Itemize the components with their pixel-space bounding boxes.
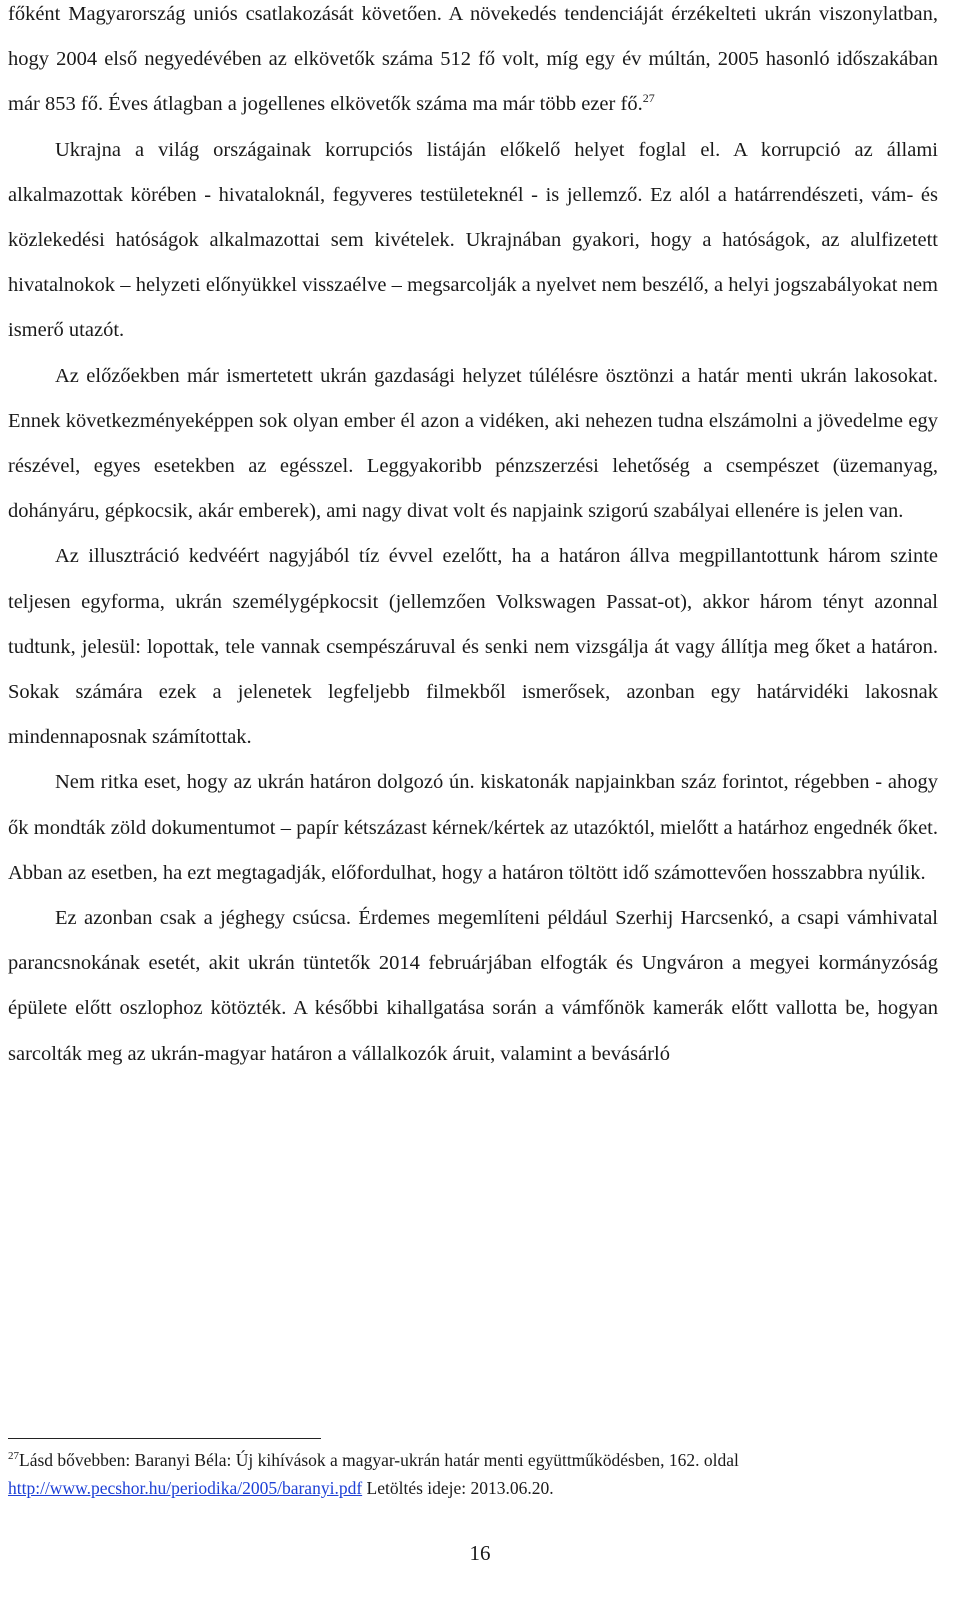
paragraph-text: főként Magyarország uniós csatlakozását követően. A növekedés tendenciáját érzékelteti ukrán viszonylatban, hogy 2004 első negyedévében az elkövetők száma 512 fő volt, míg egy év múltán, 2005 hasonló időszakában már 853 fő. Éves átlagban a jogellenes elkövetők száma ma már több ezer fő. — [8, 3, 938, 116]
paragraph-text: Ukrajna a világ országainak korrupciós listáján előkelő helyet foglal el. A korrupció az állami alkalmazottak körében - hivataloknál, fegyveres testületeknél - is jellemző. Ez alól a határrendészeti, vám- és közlekedési hatóságok alkalmazottai sem kivételek. Ukrajnában gyakori, hogy a hatóságok, az alulfizetett hivatalnokok – helyzeti előnyükkel visszaélve – megsarcolják a nyelvet nem beszélő, a helyi jogszabályokat nem ismerő utazót. — [8, 138, 938, 342]
paragraph — [8, 354, 938, 535]
document-page — [8, 0, 938, 1077]
footnote-27 — [8, 1446, 938, 1502]
paragraph-text: Nem ritka eset, hogy az ukrán határon dolgozó ún. kiskatonák napjainkban száz forintot, régebben - ahogy ők mondták zöld dokumentumot – papír kétszázast kérnek/kértek az utazóktól, mielőtt a határhoz engednék őket. Abban az esetben, ha ezt megtagadják, előfordulhat, hogy a határon töltött idő számottevően hosszabbra nyúlik. — [8, 771, 938, 884]
body-text — [8, 0, 938, 1077]
page-number: 16 — [469, 1541, 491, 1565]
footnote-separator — [8, 1438, 321, 1439]
paragraph-text: Ez azonban csak a jéghegy csúcsa. Érdemes megemlíteni például Szerhij Harcsenkó, a csapi vámhivatal parancsnokának esetét, akit ukrán tüntetők 2014 februárjában elfogták és Ungváron a megyei kormányzóság épülete előtt oszlophoz kötözték. A későbbi kihallgatása során a vámfőnök kamerák előtt vallotta be, hogyan sarcolták meg az ukrán-magyar határon a vállalkozók áruit, valamint a bevásárló — [8, 907, 938, 1065]
paragraph — [8, 760, 938, 896]
footnote-reference[interactable]: 27 — [642, 91, 655, 106]
paragraph — [8, 128, 938, 354]
paragraph-text: Az illusztráció kedvéért nagyjából tíz évvel ezelőtt, ha a határon állva megpillantottunk három szinte teljesen egyforma, ukrán személygépkocsit (jellemzően Volkswagen Passat-ot), akkor három tényt azonnal tudtunk, jelesül: lopottak, tele vannak csempészáruval és senki nem vizsgálja át vagy állítja meg őket a határon. Sokak számára ezek a jelenetek legfeljebb filmekből ismerősek, azonban egy határvidéki lakosnak mindennaposnak számítottak. — [8, 545, 938, 749]
footnote-link[interactable]: http://www.pecshor.hu/periodika/2005/baranyi.pdf — [8, 1478, 363, 1498]
footnote-download-date: Letöltés ideje: 2013.06.20. — [362, 1478, 554, 1498]
paragraph — [8, 896, 938, 1077]
footnote-area — [8, 1446, 938, 1502]
paragraph — [8, 0, 938, 128]
paragraph — [8, 534, 938, 760]
footnote-number: 27 — [8, 1450, 19, 1463]
footnote-text: Lásd bővebben: Baranyi Béla: Új kihívások a magyar-ukrán határ menti együttműködésben, 162. oldal — [19, 1450, 739, 1470]
paragraph-text: Az előzőekben már ismertetett ukrán gazdasági helyzet túlélésre ösztönzi a határ menti ukrán lakosokat. Ennek következményeképpen sok olyan ember él azon a vidéken, aki nehezen tudna elszámolni a jövedelme egy részével, egyes esetekben az egésszel. Leggyakoribb pénzszerzési lehetőség a csempészet (üzemanyag, dohányáru, gépkocsik, akár emberek), ami nagy divat volt és napjaink szigorú szabályai ellenére is jelen van. — [8, 364, 938, 523]
